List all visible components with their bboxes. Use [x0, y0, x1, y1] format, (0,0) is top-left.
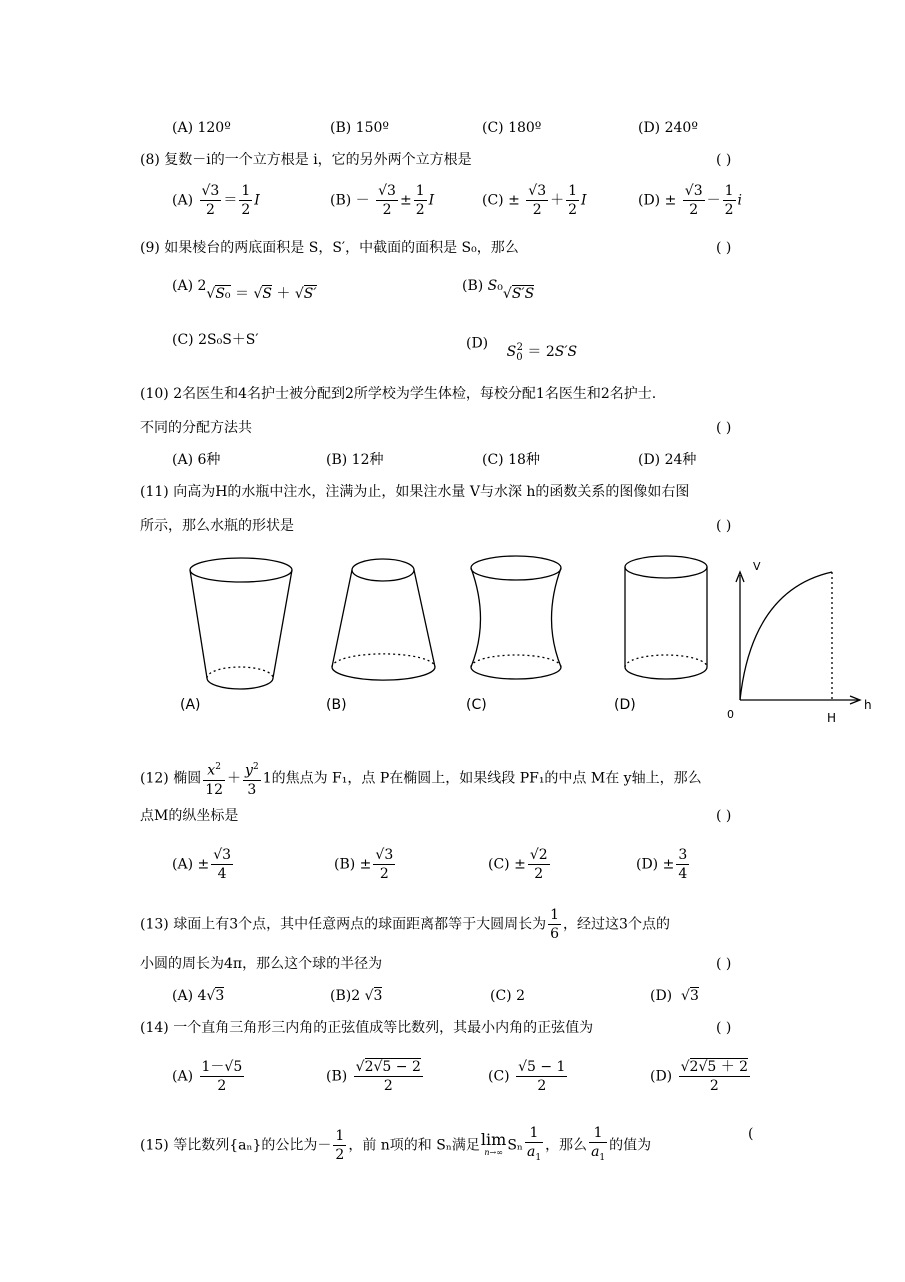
graph-h-label: h	[864, 698, 872, 712]
q12-b-label: (B) ±	[334, 856, 372, 873]
q13-b-label: (B)2	[330, 988, 361, 1004]
q14-d-label: (D)	[650, 1068, 673, 1085]
q10-answer-paren: ( )	[716, 420, 732, 436]
q9-option-b: (B) S₀√S′S	[462, 278, 535, 302]
q15-stem-part5: 的值为	[609, 1137, 652, 1154]
q9-answer-paren: ( )	[716, 240, 732, 256]
bottle-b-label: (B)	[326, 697, 347, 713]
q15-answer-paren: (	[748, 1126, 754, 1142]
q15-stem: (15) 等比数列{aₙ}的公比为－ $\frac{1}{2}$ ，前 n项的和 Sₙ满足 lim n→∞ Sₙ $\frac{1}{a_1}$ ，那么 $\frac{1}{a_1}$ 的值为	[140, 1125, 652, 1163]
q13-stem-line1: (13) 球面上有3个点，其中任意两点的球面距离都等于大圆周长为 $\frac{1}{6}$ ，经过这3个点的	[140, 907, 670, 942]
q10-stem-line2: 不同的分配方法共	[140, 420, 252, 436]
q14-b-label: (B)	[326, 1068, 348, 1085]
q13-option-b: (B)2 √3	[330, 988, 383, 1004]
q15-stem-part3: Sₙ	[507, 1137, 523, 1154]
q14-option-d: (D) $\frac{√2√5 + 2}{2}$	[650, 1059, 749, 1094]
q8-a-label: (A)	[172, 192, 194, 209]
q13-stem-line2: 小圆的周长为4π，那么这个球的半径为	[140, 956, 383, 972]
q10-option-c: (C) 18种	[482, 452, 540, 468]
q8-option-c: (C) ± $\frac{√3}{2}$ ＋ $\frac{1}{2}$ I	[482, 183, 587, 218]
q13-option-d: (D) √3	[650, 988, 699, 1004]
q13-a-label: (A) 4	[172, 988, 207, 1004]
bottle-d-figure	[625, 556, 707, 679]
q13-stem-part1: (13) 球面上有3个点，其中任意两点的球面距离都等于大圆周长为	[140, 916, 547, 933]
q9-stem: (9) 如果棱台的两底面积是 S，S′，中截面的面积是 S₀，那么	[140, 240, 519, 256]
q9-a-label: (A)	[172, 278, 194, 294]
q14-option-a: (A) $\frac{1-√5}{2}$	[172, 1059, 243, 1094]
q14-option-b: (B) $\frac{√2√5 - 2}{2}$	[326, 1059, 421, 1094]
q9-option-c: (C) 2S₀S＋S′	[172, 332, 259, 348]
q8-stem: (8) 复数－i的一个立方根是 i，它的另外两个立方根是	[140, 152, 472, 168]
q8-d-label: (D)	[638, 192, 661, 209]
bottle-b-figure	[332, 559, 435, 680]
q12-a-label: (A) ±	[172, 856, 210, 873]
q12-option-d: (D) ± $\frac{3}{4}$	[636, 847, 688, 882]
q12-stem-line2: 点M的纵坐标是	[140, 808, 239, 824]
q12-stem-line1: (12) 椭圆 $\frac{x^2}{12}$ ＋ $\frac{y^2}{3}$ 1的焦点为 F₁，点 P在椭圆上，如果线段 PF₁的中点 M在 y轴上，那么	[140, 758, 702, 799]
q12-stem-part2: 1的焦点为 F₁，点 P在椭圆上，如果线段 PF₁的中点 M在 y轴上，那么	[262, 770, 702, 787]
q15-stem-part4: ，那么	[545, 1137, 588, 1154]
volume-depth-graph	[736, 572, 860, 704]
q13-d-label: (D)	[650, 988, 673, 1004]
q11-answer-paren: ( )	[716, 518, 732, 534]
q12-option-c: (C) ± $\frac{√2}{2}$	[488, 847, 548, 882]
q13-answer-paren: ( )	[716, 956, 732, 972]
q8-c-label: (C)	[482, 192, 504, 209]
q13-option-c: (C) 2	[490, 988, 525, 1004]
bottle-a-label: (A)	[180, 697, 201, 713]
q14-a-label: (A)	[172, 1068, 194, 1085]
graph-origin-label: 0	[727, 708, 734, 721]
q13-option-a: (A) 4√3	[172, 988, 225, 1004]
q14-stem: (14) 一个直角三角形三内角的正弦值成等比数列，其最小内角的正弦值为	[140, 1020, 594, 1036]
q8-b-label: (B)	[330, 192, 352, 209]
q13-stem-part2: ，经过这3个点的	[563, 916, 670, 933]
q9-d-label: (D)	[466, 335, 489, 352]
q11-stem-line2: 所示，那么水瓶的形状是	[140, 518, 294, 534]
q12-c-label: (C) ±	[488, 856, 526, 873]
q8-option-d: (D) ± $\frac{√3}{2}$ － $\frac{1}{2}$ i	[638, 183, 743, 218]
bottle-a-figure	[190, 558, 292, 689]
graph-v-label: V	[753, 560, 761, 573]
q10-option-a: (A) 6种	[172, 452, 221, 468]
q14-answer-paren: ( )	[716, 1020, 732, 1036]
q14-c-label: (C)	[488, 1068, 510, 1085]
q10-stem-line1: (10) 2名医生和4名护士被分配到2所学校为学生体检，每校分配1名医生和2名护士.	[140, 386, 657, 402]
q9-b-label: (B)	[462, 278, 484, 294]
q14-option-c: (C) $\frac{√5 - 1}{2}$	[488, 1059, 566, 1094]
q8-option-a: (A) $\frac{√3}{2}$ ＝ $\frac{1}{2}$ I	[172, 183, 260, 218]
q10-option-d: (D) 24种	[638, 452, 697, 468]
bottle-d-label: (D)	[614, 697, 636, 713]
q7-option-a: (A) 120º	[172, 120, 231, 136]
graph-H-label: H	[827, 711, 837, 725]
q11-stem-line1: (11) 向高为H的水瓶中注水，注满为止，如果注水量 V与水深 h的函数关系的图像如右图	[140, 484, 690, 500]
q12-option-a: (A) ± $\frac{√3}{4}$	[172, 847, 232, 882]
q12-option-b: (B) ± $\frac{√3}{2}$	[334, 847, 394, 882]
q12-d-label: (D) ±	[636, 856, 675, 873]
q7-option-b: (B) 150º	[330, 120, 389, 136]
q10-option-b: (B) 12种	[326, 452, 384, 468]
q8-option-b: (B) － $\frac{√3}{2}$ ± $\frac{1}{2}$ I	[330, 183, 435, 218]
q7-option-d: (D) 240º	[638, 120, 698, 136]
q9-option-d: (D) $S_0^2 = 2S'S$	[466, 335, 578, 363]
q7-option-c: (C) 180º	[482, 120, 542, 136]
q15-stem-part2: ，前 n项的和 Sₙ满足	[348, 1137, 480, 1154]
bottle-c-label: (C)	[466, 697, 487, 713]
bottle-c-figure	[471, 556, 561, 679]
q12-stem-part1: (12) 椭圆	[140, 770, 202, 787]
q15-stem-part1: (15) 等比数列{aₙ}的公比为－	[140, 1137, 332, 1154]
q8-answer-paren: ( )	[716, 152, 732, 168]
q12-answer-paren: ( )	[716, 808, 732, 824]
q9-option-a: (A) 2√S₀ ＝ √S ＋ √S′	[172, 278, 317, 302]
